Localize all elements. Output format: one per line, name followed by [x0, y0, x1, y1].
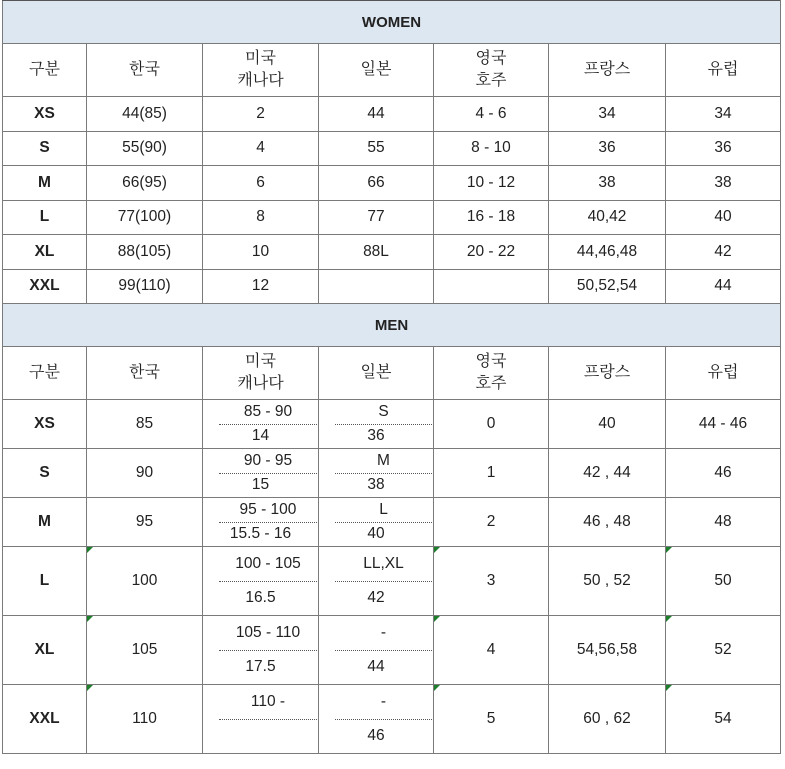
women-col-header [434, 44, 549, 97]
table-cell-split [319, 400, 434, 449]
split-stack [319, 400, 433, 448]
table-row [3, 166, 781, 201]
cell-value: 4 - 6 [475, 104, 507, 122]
header-label: 한국 [129, 364, 160, 381]
table-cell [87, 166, 203, 201]
women-section-title [3, 1, 781, 44]
cell-value: 44 [367, 658, 385, 676]
table-cell [87, 685, 203, 754]
cell-value: 42 [714, 242, 732, 260]
cell-value: 44 [367, 104, 385, 122]
cell-value: 34 [598, 104, 616, 122]
table-cell [319, 269, 434, 304]
cell-value: S [39, 139, 50, 157]
women-title: WOMEN [361, 13, 422, 31]
table-cell [87, 449, 203, 498]
table-row [3, 200, 781, 235]
cell-value: M [377, 451, 390, 469]
split-top [219, 616, 317, 651]
cell-value: 50 , 52 [583, 572, 631, 589]
table-cell [666, 131, 781, 166]
header-label: 유럽 [707, 364, 739, 381]
men-col-header [87, 347, 203, 400]
table-cell [666, 498, 781, 547]
women-col-header [549, 44, 666, 97]
cell-value: 8 [256, 208, 265, 226]
table-row [3, 235, 781, 270]
table-row [3, 616, 781, 685]
cell-value: S [378, 402, 389, 420]
table-cell [434, 97, 549, 132]
split-top [335, 616, 432, 651]
cell-value: 105 - 110 [235, 623, 301, 641]
split-top [335, 685, 432, 720]
header-label: 캐나다 [237, 72, 284, 89]
cell-value: 55(90) [122, 139, 167, 157]
men-header-row [3, 347, 781, 400]
cell-value: 85 - 90 [243, 402, 293, 420]
cell-value: 110 - [250, 692, 286, 710]
split-stack [203, 449, 318, 497]
table-cell [549, 131, 666, 166]
table-cell [549, 166, 666, 201]
header-label: 영국 [475, 50, 507, 67]
table-cell [87, 269, 203, 304]
cell-value: - [380, 692, 387, 710]
table-cell-split [203, 547, 319, 616]
cell-value: 4 [256, 139, 265, 157]
men-col-header [3, 347, 87, 400]
split-stack [319, 498, 433, 546]
table-cell-split [319, 547, 434, 616]
cell-value: 40 [598, 415, 616, 432]
cell-value: 15 [251, 476, 270, 494]
table-row [3, 131, 781, 166]
table-cell [549, 685, 666, 754]
cell-value: 44 [714, 277, 732, 295]
header-label: 호주 [475, 72, 507, 89]
cell-value: 10 - 12 [466, 173, 516, 191]
table-cell [434, 449, 549, 498]
cell-value: 105 [131, 641, 158, 658]
cell-value: L [39, 208, 50, 226]
table-cell [434, 498, 549, 547]
table-cell [666, 235, 781, 270]
cell-value: 88L [363, 242, 389, 260]
cell-value: 50,52,54 [576, 277, 638, 295]
cell-value: 95 - 100 [239, 500, 297, 518]
cell-value: XL [34, 242, 55, 260]
cell-value: 16 - 18 [466, 208, 516, 226]
cell-value: 40 [367, 525, 385, 543]
table-cell [203, 166, 319, 201]
men-col-header [434, 347, 549, 400]
cell-value: 90 [135, 464, 154, 481]
cell-value: L [39, 572, 50, 589]
cell-value: 66 [367, 173, 385, 191]
table-row [3, 269, 781, 304]
cell-value: XS [34, 415, 55, 432]
table-cell [549, 498, 666, 547]
header-label: 영국 [475, 353, 507, 370]
cell-value: 36 [367, 427, 385, 445]
split-bottom [319, 425, 433, 449]
size-chart [2, 0, 781, 754]
table-cell [434, 547, 549, 616]
cell-value: XXL [29, 277, 60, 295]
split-bottom [319, 582, 433, 616]
women-col-header [3, 44, 87, 97]
split-bottom [203, 651, 318, 685]
cell-value: 66(95) [122, 173, 167, 191]
table-cell [87, 547, 203, 616]
header-label: 일본 [360, 61, 392, 78]
split-stack [319, 685, 433, 753]
table-cell [549, 200, 666, 235]
cell-value: 54,56,58 [576, 641, 638, 658]
table-cell [549, 97, 666, 132]
split-stack [203, 400, 318, 448]
cell-value: 60 , 62 [583, 710, 631, 727]
table-cell [3, 131, 87, 166]
cell-value: S [39, 464, 50, 481]
cell-value: 52 [714, 641, 732, 658]
cell-value: - [380, 623, 387, 641]
table-cell [434, 235, 549, 270]
men-section-row [3, 304, 781, 347]
cell-value: M [38, 173, 51, 191]
table-cell [549, 235, 666, 270]
header-label: 프랑스 [583, 364, 631, 381]
table-cell [666, 166, 781, 201]
cell-value: L [379, 500, 388, 518]
table-cell [319, 131, 434, 166]
cell-value: 38 [714, 173, 732, 191]
cell-value: 77(100) [117, 208, 172, 226]
cell-value: 1 [486, 464, 496, 481]
cell-value: 48 [714, 513, 732, 530]
table-cell [549, 269, 666, 304]
size-table [2, 0, 781, 754]
cell-value: 50 [714, 572, 732, 589]
table-cell [319, 166, 434, 201]
split-bottom [203, 523, 318, 547]
table-cell-split [203, 616, 319, 685]
table-cell [319, 200, 434, 235]
table-cell [3, 97, 87, 132]
cell-value: 88(105) [117, 242, 172, 260]
table-cell [87, 235, 203, 270]
cell-value: 6 [256, 173, 265, 191]
table-cell [666, 400, 781, 449]
split-top [335, 400, 432, 425]
table-cell-split [203, 400, 319, 449]
split-bottom [319, 523, 433, 547]
cell-value: 38 [598, 173, 616, 191]
cell-value: 85 [135, 415, 154, 432]
cell-value: 100 - 105 [235, 554, 301, 572]
cell-value: 5 [486, 710, 496, 727]
men-col-header [549, 347, 666, 400]
split-bottom [319, 651, 433, 685]
cell-value: 46 , 48 [583, 513, 631, 530]
split-bottom [203, 582, 318, 616]
table-cell [203, 131, 319, 166]
header-label: 구분 [29, 364, 60, 381]
cell-value: 42 [367, 589, 385, 607]
table-cell [87, 400, 203, 449]
cell-value: M [38, 513, 51, 530]
table-cell [549, 400, 666, 449]
cell-value: 36 [714, 139, 732, 157]
cell-value: 42 , 44 [583, 464, 631, 481]
table-cell [666, 547, 781, 616]
men-col-header [666, 347, 781, 400]
cell-value: 34 [714, 104, 732, 122]
split-top [335, 547, 432, 582]
header-label: 프랑스 [583, 61, 631, 78]
table-cell-split [319, 616, 434, 685]
table-cell [666, 685, 781, 754]
table-cell [666, 449, 781, 498]
table-cell [87, 97, 203, 132]
cell-value: 46 [367, 727, 385, 745]
cell-value: 95 [135, 513, 154, 530]
split-stack [203, 685, 318, 753]
table-cell [549, 547, 666, 616]
cell-value: 44 - 46 [698, 415, 748, 432]
table-cell [434, 685, 549, 754]
split-top [335, 498, 432, 523]
women-col-header [203, 44, 319, 97]
cell-value: 44(85) [122, 104, 167, 122]
table-cell [549, 449, 666, 498]
header-label: 캐나다 [237, 375, 284, 392]
split-top [219, 547, 317, 582]
split-stack [203, 547, 318, 615]
split-top [219, 685, 317, 720]
men-section-title [3, 304, 781, 347]
table-cell [3, 547, 87, 616]
table-cell [666, 269, 781, 304]
table-cell [319, 235, 434, 270]
table-row [3, 547, 781, 616]
table-cell [3, 449, 87, 498]
cell-value: 0 [486, 415, 496, 432]
cell-value: 99(110) [118, 277, 171, 295]
cell-value: 55 [367, 139, 385, 157]
cell-value: 16.5 [245, 589, 276, 607]
split-bottom [203, 425, 318, 449]
header-label: 유럽 [707, 61, 739, 78]
table-cell-split [319, 449, 434, 498]
cell-value: XS [34, 104, 55, 122]
cell-value: 12 [251, 277, 270, 295]
table-cell [666, 97, 781, 132]
table-cell [87, 616, 203, 685]
cell-value: 54 [714, 710, 732, 727]
table-row [3, 97, 781, 132]
table-cell [3, 166, 87, 201]
table-cell [203, 200, 319, 235]
split-stack [319, 616, 433, 684]
split-bottom [319, 720, 433, 754]
table-cell [666, 200, 781, 235]
split-bottom [203, 720, 318, 754]
women-col-header [666, 44, 781, 97]
table-cell [3, 400, 87, 449]
cell-value: 40 [714, 208, 732, 226]
table-cell [434, 616, 549, 685]
header-label: 한국 [129, 61, 160, 78]
cell-value: LL,XL [363, 554, 404, 572]
table-cell-split [203, 498, 319, 547]
cell-value: 44,46,48 [576, 242, 638, 260]
women-col-header [319, 44, 434, 97]
cell-value: 90 - 95 [243, 451, 293, 469]
split-bottom [319, 474, 433, 498]
men-title: MEN [374, 316, 409, 334]
table-row [3, 449, 781, 498]
cell-value: 100 [131, 572, 158, 589]
split-stack [203, 498, 318, 546]
table-cell-split [203, 685, 319, 754]
cell-value: 20 - 22 [466, 242, 516, 260]
cell-value: XXL [29, 710, 60, 727]
table-cell [666, 616, 781, 685]
table-cell [3, 616, 87, 685]
cell-value: 8 - 10 [471, 139, 511, 157]
table-cell [87, 498, 203, 547]
table-cell [3, 685, 87, 754]
cell-value: 36 [598, 139, 616, 157]
table-row [3, 685, 781, 754]
table-row [3, 498, 781, 547]
split-top [219, 449, 317, 474]
table-cell [203, 269, 319, 304]
table-cell [434, 200, 549, 235]
table-cell [87, 200, 203, 235]
cell-value: XL [34, 641, 55, 658]
header-label: 일본 [360, 364, 392, 381]
table-cell [3, 269, 87, 304]
header-label: 미국 [245, 353, 276, 370]
cell-value: 40,42 [587, 208, 627, 226]
cell-value: 17.5 [245, 658, 276, 676]
cell-value: 15.5 - 16 [229, 525, 292, 543]
table-cell [434, 166, 549, 201]
cell-value: 46 [714, 464, 732, 481]
table-row [3, 400, 781, 449]
split-top [219, 400, 317, 425]
cell-value: 3 [486, 572, 496, 589]
cell-value: 110 [132, 710, 157, 727]
header-label: 호주 [475, 375, 507, 392]
header-label: 구분 [29, 61, 60, 78]
table-cell [434, 400, 549, 449]
header-label: 미국 [245, 50, 276, 67]
cell-value: 77 [367, 208, 385, 226]
table-cell [3, 200, 87, 235]
table-cell [434, 131, 549, 166]
table-cell [319, 97, 434, 132]
table-cell [87, 131, 203, 166]
cell-value: 4 [486, 641, 496, 658]
men-col-header [203, 347, 319, 400]
split-stack [203, 616, 318, 684]
split-stack [319, 547, 433, 615]
table-cell-split [203, 449, 319, 498]
table-cell [203, 97, 319, 132]
split-top [335, 449, 432, 474]
table-cell [3, 235, 87, 270]
women-header-row [3, 44, 781, 97]
cell-value: 2 [486, 513, 496, 530]
cell-value: 38 [367, 476, 385, 494]
table-cell-split [319, 685, 434, 754]
cell-value: 14 [251, 427, 270, 445]
women-section-row [3, 1, 781, 44]
split-stack [319, 449, 433, 497]
cell-value: 10 [251, 242, 270, 260]
table-cell [3, 498, 87, 547]
men-col-header [319, 347, 434, 400]
table-cell [203, 235, 319, 270]
split-top [219, 498, 317, 523]
cell-value: 2 [256, 104, 265, 122]
table-cell-split [319, 498, 434, 547]
women-col-header [87, 44, 203, 97]
table-cell [549, 616, 666, 685]
split-bottom [203, 474, 318, 498]
table-cell [434, 269, 549, 304]
